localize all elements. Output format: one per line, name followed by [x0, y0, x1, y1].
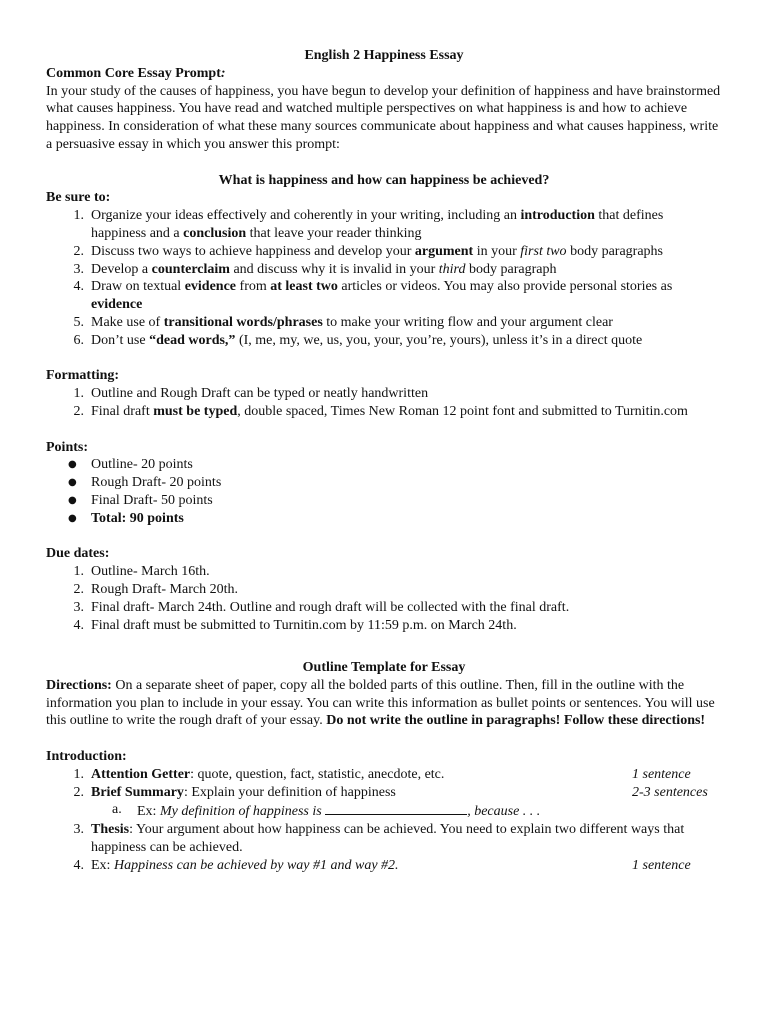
item-text: Final draft must be submitted to Turnitin.com by 11:59 p.m. on March 24th.: [91, 617, 517, 633]
item-text: Rough Draft- March 20th.: [91, 581, 238, 597]
item-italic: My definition of happiness is: [159, 804, 326, 820]
directions-text: On a separate sheet of paper, copy all the bolded parts of this outline. Then, fill in the outline with the information you plan to include in your essay. You can write this information as bullet points or sentences. You will use this outline to write the rough draft of your essay.: [46, 677, 715, 729]
sentence-count-note: 2-3 sentences: [632, 784, 708, 800]
due-dates-list: [46, 563, 722, 634]
introduction-heading: Introduction:: [46, 749, 127, 765]
list-item: [46, 563, 722, 581]
document-title: English 2 Happiness Essay: [304, 48, 464, 63]
points-heading: Points:: [46, 439, 88, 455]
item-text: Develop a: [91, 261, 152, 277]
item-text: (I, me, my, we, us, you, your, you’re, yours), unless it’s in a direct quote: [235, 332, 643, 348]
list-item: [46, 766, 722, 784]
item-bold: conclusion: [183, 225, 247, 241]
item-text: Final draft: [91, 403, 154, 419]
item-number: 4.: [73, 857, 84, 873]
essay-question: What is happiness and how can happiness be achieved?: [218, 172, 550, 188]
item-number: 3.: [73, 261, 84, 277]
introduction-list: [46, 766, 722, 875]
points-list: [46, 456, 722, 527]
list-item: [46, 278, 722, 314]
item-bold: at least two: [270, 279, 338, 295]
item-text: Rough Draft- 20 points: [91, 475, 222, 491]
item-text: Outline and Rough Draft can be typed or neatly handwritten: [91, 386, 429, 402]
item-text: Draw on textual: [91, 279, 185, 295]
item-bold: “dead words,”: [149, 332, 236, 348]
sentence-count-note: 1 sentence: [632, 766, 691, 782]
item-number: 2.: [73, 243, 84, 259]
item-number: 4.: [73, 617, 84, 633]
item-text: that defines happiness and a: [91, 208, 664, 241]
item-italic: first two: [520, 243, 567, 259]
item-text: from: [236, 279, 271, 295]
bullet-icon: ●: [68, 494, 77, 506]
item-text: Discuss two ways to achieve happiness and develop your: [91, 243, 415, 259]
prompt-heading-text: Common Core Essay Prompt: [46, 65, 221, 81]
item-text: body paragraphs: [566, 243, 663, 259]
item-bold: transitional words/phrases: [163, 314, 323, 330]
list-item: [46, 456, 722, 474]
item-text: body paragraph: [465, 261, 557, 277]
prompt-heading-colon: :: [220, 65, 226, 81]
bullet-icon: ●: [68, 512, 77, 524]
item-number: 2.: [73, 784, 84, 800]
item-bold: must be typed: [153, 403, 238, 419]
item-bold: evidence: [91, 297, 143, 313]
item-number: 6.: [73, 332, 84, 348]
item-number: 5.: [73, 314, 84, 330]
item-letter: a.: [112, 802, 122, 818]
list-item: [46, 474, 722, 492]
item-number: 1.: [73, 386, 84, 402]
list-item: [46, 581, 722, 599]
item-text: that leave your reader thinking: [246, 225, 422, 241]
outline-directions: [46, 677, 722, 730]
list-item: [46, 599, 722, 617]
points-total: Total: 90 points: [91, 510, 184, 526]
item-number: 2.: [73, 581, 84, 597]
list-item: [46, 821, 722, 857]
formatting-list: [46, 385, 722, 421]
item-text: Make use of: [91, 314, 164, 330]
list-subitem: [46, 801, 722, 821]
item-italic: , because . . .: [467, 804, 541, 820]
prompt-body: In your study of the causes of happiness, you have begun to develop your definition of happiness and have brainstormed what causes happiness. You have read and watched multiple perspectives on what happiness is and how to achieve happiness. In consideration of what these many sources communicate about happiness and what causes happiness, write a persuasive essay in which you answer this prompt:: [46, 83, 721, 152]
item-text: and discuss why it is invalid in your: [229, 261, 439, 277]
sentence-count-note: 1 sentence: [632, 857, 691, 873]
item-text: Ex:: [91, 857, 114, 873]
item-number: 2.: [73, 403, 84, 419]
item-number: 1.: [73, 766, 84, 782]
be-sure-heading: Be sure to:: [46, 190, 111, 206]
item-text: Final draft- March 24th. Outline and rough draft will be collected with the final draft.: [91, 599, 570, 615]
item-text: Final Draft- 50 points: [91, 492, 213, 508]
item-text: Organize your ideas effectively and coherently in your writing, including an: [91, 208, 521, 224]
item-number: 4.: [73, 279, 84, 295]
item-text: Ex:: [137, 804, 160, 820]
item-text: : Explain your definition of happiness: [183, 784, 396, 800]
directions-label: Directions:: [46, 677, 112, 693]
formatting-heading: Formatting:: [46, 368, 120, 384]
list-item: [46, 243, 722, 261]
prompt-heading: [46, 65, 722, 83]
item-number: 3.: [73, 822, 84, 838]
item-bold: introduction: [520, 208, 595, 224]
list-item: [46, 857, 722, 875]
item-number: 3.: [73, 599, 84, 615]
item-text: , double spaced, Times New Roman 12 point font and submitted to Turnitin.com: [237, 403, 688, 419]
list-item: [46, 207, 722, 243]
item-label: Brief Summary: [91, 784, 184, 800]
list-item: [46, 492, 722, 510]
item-bold: evidence: [184, 279, 237, 295]
item-text: : Your argument about how happiness can be achieved. You need to explain two different ways that happiness can be achieved.: [91, 822, 685, 856]
list-item: [46, 784, 722, 802]
item-label: Thesis: [91, 822, 130, 838]
item-text: Outline- March 16th.: [91, 564, 210, 580]
item-number: 1.: [73, 208, 84, 224]
list-item: [46, 403, 722, 421]
list-item: [46, 314, 722, 332]
item-text: in your: [473, 243, 521, 259]
list-item: [46, 332, 722, 350]
fill-in-blank: [325, 801, 467, 815]
item-label: Attention Getter: [91, 766, 191, 782]
item-italic: Happiness can be achieved by way #1 and way #2.: [113, 857, 399, 873]
bullet-icon: ●: [68, 459, 77, 471]
outline-title: Outline Template for Essay: [302, 660, 466, 676]
be-sure-list: [46, 207, 722, 349]
bullet-icon: ●: [68, 477, 77, 489]
item-number: 1.: [73, 564, 84, 580]
essay-document: [46, 47, 722, 875]
item-text: Don’t use: [91, 332, 150, 348]
item-text: Outline- 20 points: [91, 457, 193, 473]
item-bold: argument: [414, 243, 474, 259]
item-bold: counterclaim: [151, 261, 230, 277]
due-dates-heading: Due dates:: [46, 546, 110, 562]
item-text: : quote, question, fact, statistic, anecdote, etc.: [190, 766, 445, 782]
item-text: to make your writing flow and your argument clear: [322, 314, 613, 330]
list-item: [46, 617, 722, 635]
list-item: [46, 261, 722, 279]
list-item: [46, 385, 722, 403]
list-item: [46, 510, 722, 528]
item-text: articles or videos. You may also provide personal stories as: [337, 279, 673, 295]
item-italic: third: [438, 261, 466, 277]
directions-bold: Do not write the outline in paragraphs! Follow these directions!: [326, 713, 706, 729]
